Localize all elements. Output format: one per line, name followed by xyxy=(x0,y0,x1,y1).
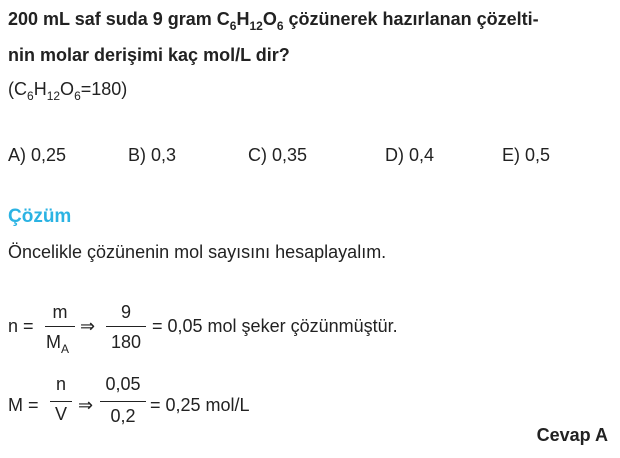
solution-intro: Öncelikle çözünenin mol sayısını hesaplayalım. xyxy=(8,242,387,262)
question-line-2: nin molar derişimi kaç mol/L dir? xyxy=(8,45,290,65)
given-molar-mass: $(C_6H_{12}O_6=180)$ xyxy=(8,79,128,103)
eq2-fraction-bar-2 xyxy=(100,401,146,402)
solution-heading: Çözüm xyxy=(8,206,72,227)
eq2-numerator-2: 0,05 xyxy=(105,374,141,394)
eq2-implies-arrow: ⇒ xyxy=(78,395,94,415)
eq2-result: = 0,25 mol/L xyxy=(150,395,250,415)
eq1-denominator: $M_A$ xyxy=(46,332,70,356)
question-line-1: 200 mL saf suda 9 gram $C_6H_{12}O_6$ çözünerek hazırlanan çözelti- xyxy=(8,9,539,33)
eq2-fraction-bar xyxy=(50,401,72,402)
option-e[interactable]: E) 0,5 xyxy=(502,145,551,165)
eq2-lhs: M = xyxy=(8,395,39,415)
eq1-denominator-2: 180 xyxy=(110,332,142,352)
option-d[interactable]: D) 0,4 xyxy=(385,145,435,165)
eq1-numerator: m xyxy=(52,302,68,322)
eq1-fraction-bar xyxy=(45,326,75,327)
eq1-numerator-2: 9 xyxy=(120,302,131,322)
eq1-result: = 0,05 mol şeker çözünmüştür. xyxy=(152,316,398,336)
eq2-numerator: n xyxy=(55,374,66,394)
option-c[interactable]: C) 0,35 xyxy=(248,145,308,165)
eq1-fraction-bar-2 xyxy=(106,326,146,327)
eq2-denominator-2: 0,2 xyxy=(110,406,136,426)
answer-label: Cevap A xyxy=(536,425,608,445)
option-a[interactable]: A) 0,25 xyxy=(8,145,67,165)
option-b[interactable]: B) 0,3 xyxy=(128,145,177,165)
eq1-lhs: n = xyxy=(8,316,34,336)
eq1-implies-arrow: ⇒ xyxy=(80,316,96,336)
eq2-denominator: V xyxy=(54,404,67,424)
